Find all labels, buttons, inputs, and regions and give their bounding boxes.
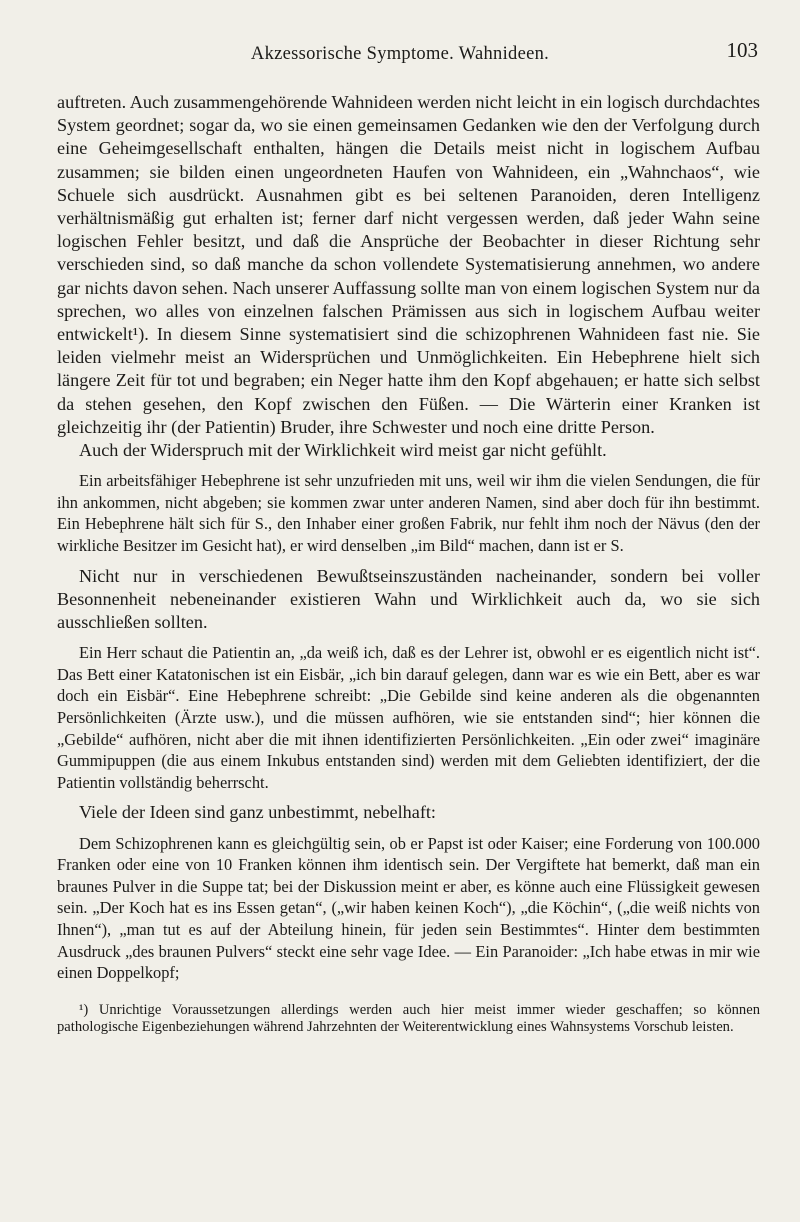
paragraph-unbestimmt: Viele der Ideen sind ganz unbestimmt, nebelhaft:: [79, 802, 436, 823]
page-number: 103: [726, 38, 758, 62]
paragraph-widerspruch: Auch der Widerspruch mit der Wirklichkeit wird meist gar nicht gefühlt.: [79, 440, 607, 461]
paragraph-besonnenheit: Nicht nur in verschiedenen Bewußtseinszuständen nacheinander, sondern bei voller Besonnenheit nebeneinander existieren Wahn und Wirklichkeit auch da, wo sie sich ausschließen sollten.: [57, 565, 760, 633]
page-header: [0, 38, 800, 74]
footnote: ¹) Unrichtige Voraussetzungen allerdings werden auch hier meist immer wieder geschaffen; so können pathologische Eigenbeziehungen während Jahrzehnten der Weiterentwicklung eines Wahnsystems Vorschub leisten.: [57, 1001, 760, 1036]
example-papst-kaiser: Dem Schizophrenen kann es gleichgültig sein, ob er Papst ist oder Kaiser; eine Forderung von 100.000 Franken oder eine von 10 Franken können ihm identisch sein. Der Vergiftete hat bemerkt, daß man ein braunes Pulver in die Suppe tat; bei der Diskussion meint er aber, es könne auch eine Flüssigkeit gewesen sein. „Der Koch hat es ins Essen getan“, („wir haben keinen Koch“), „die Köchin“, („die weiß nichts von Ihnen“), „man tut es auf der Abteilung hinein, für jeden sein Bestimmtes“. Hinter dem bestimmten Ausdruck „des braunen Pulvers“ steckt eine sehr vage Idee. — Ein Paranoider: „Ich habe etwas in mir wie einen Doppelkopf;: [57, 833, 760, 983]
paragraph-wahnsystem: auftreten. Auch zusammengehörende Wahnideen werden nicht leicht in ein logisch durchdachtes System geordnet; sogar da, wo sie einen gemeinsamen Gedanken wie den der Verfolgung durch eine Geheimgesellschaft enthalten, hängen die Details meist nicht in logischem Aufbau zusammen; sie bilden einen ungeordneten Haufen von Wahnideen, ein „Wahnchaos“, wie Schuele sich ausdrückt. Ausnahmen gibt es bei seltenen Paranoiden, deren Intelligenz verhältnismäßig gut erhalten ist; ferner darf nicht vergessen werden, daß jeder Wahn seine logischen Fehler besitzt, und daß die Ansprüche der Beobachter in dieser Richtung sehr verschieden sind, so daß manche da schon vollendete Systematisierung annehmen, wo andere gar nichts davon sehen. Nach unserer Auffassung sollte man von einem logischen System nur da sprechen, wo alles von einzelnen falschen Prämissen aus sich in logischem Aufbau weiter entwickelt¹). In diesem Sinne systematisiert sind die schizophrenen Wahnideen fast nie. Sie leiden vielmehr meist an Widersprüchen und Unmöglichkeiten. Ein Hebephrene hielt sich längere Zeit für tot und begraben; ein Neger hatte ihm den Kopf abgehauen; er hatte sich selbst da stehen gesehen, den Kopf zwischen den Füßen. — Die Wärterin einer Kranken ist gleichzeitig ihr (der Patientin) Bruder, ihre Schwester und noch eine dritte Person.: [57, 92, 760, 437]
example-eisbaer: Ein Herr schaut die Patientin an, „da weiß ich, daß es der Lehrer ist, obwohl er es eigentlich nicht ist“. Das Bett einer Katatonischen ist ein Eisbär, „ich bin darauf gelegen, dann war es wie ein Bett, aber es war doch ein Eisbär“. Eine Hebephrene schreibt: „Die Gebilde sind keine anderen als die obgenannten Persönlichkeiten (Ärzte usw.), und die müssen aufhören, wie sie entstanden sind“; hier können die „Gebilde“ aufhören, nicht aber die mit ihnen identifizierten Persönlichkeiten. „Ein oder zwei“ imaginäre Gummipuppen (die aus einem Inkubus entstanden sind) werden mit dem Geliebten identifiziert, der die Patientin vollständig beherrscht.: [57, 643, 760, 792]
example-hebephrene: Ein arbeitsfähiger Hebephrene ist sehr unzufrieden mit uns, weil wir ihm die vielen Sendungen, die für ihn ankommen, nicht abgeben; sie kommen zwar unter anderen Namen, sind aber doch für ihn bestimmt. Ein Hebephrene hält sich für S., den Inhaber einer großen Fabrik, nur fehlt ihm noch der Nävus (den der wirkliche Besitzer im Gesicht hat), er wird denselben „im Bild“ machen, dann ist er S.: [57, 471, 760, 556]
page-body: [57, 91, 760, 1037]
running-title: Akzessorische Symptome. Wahnideen.: [250, 44, 550, 64]
